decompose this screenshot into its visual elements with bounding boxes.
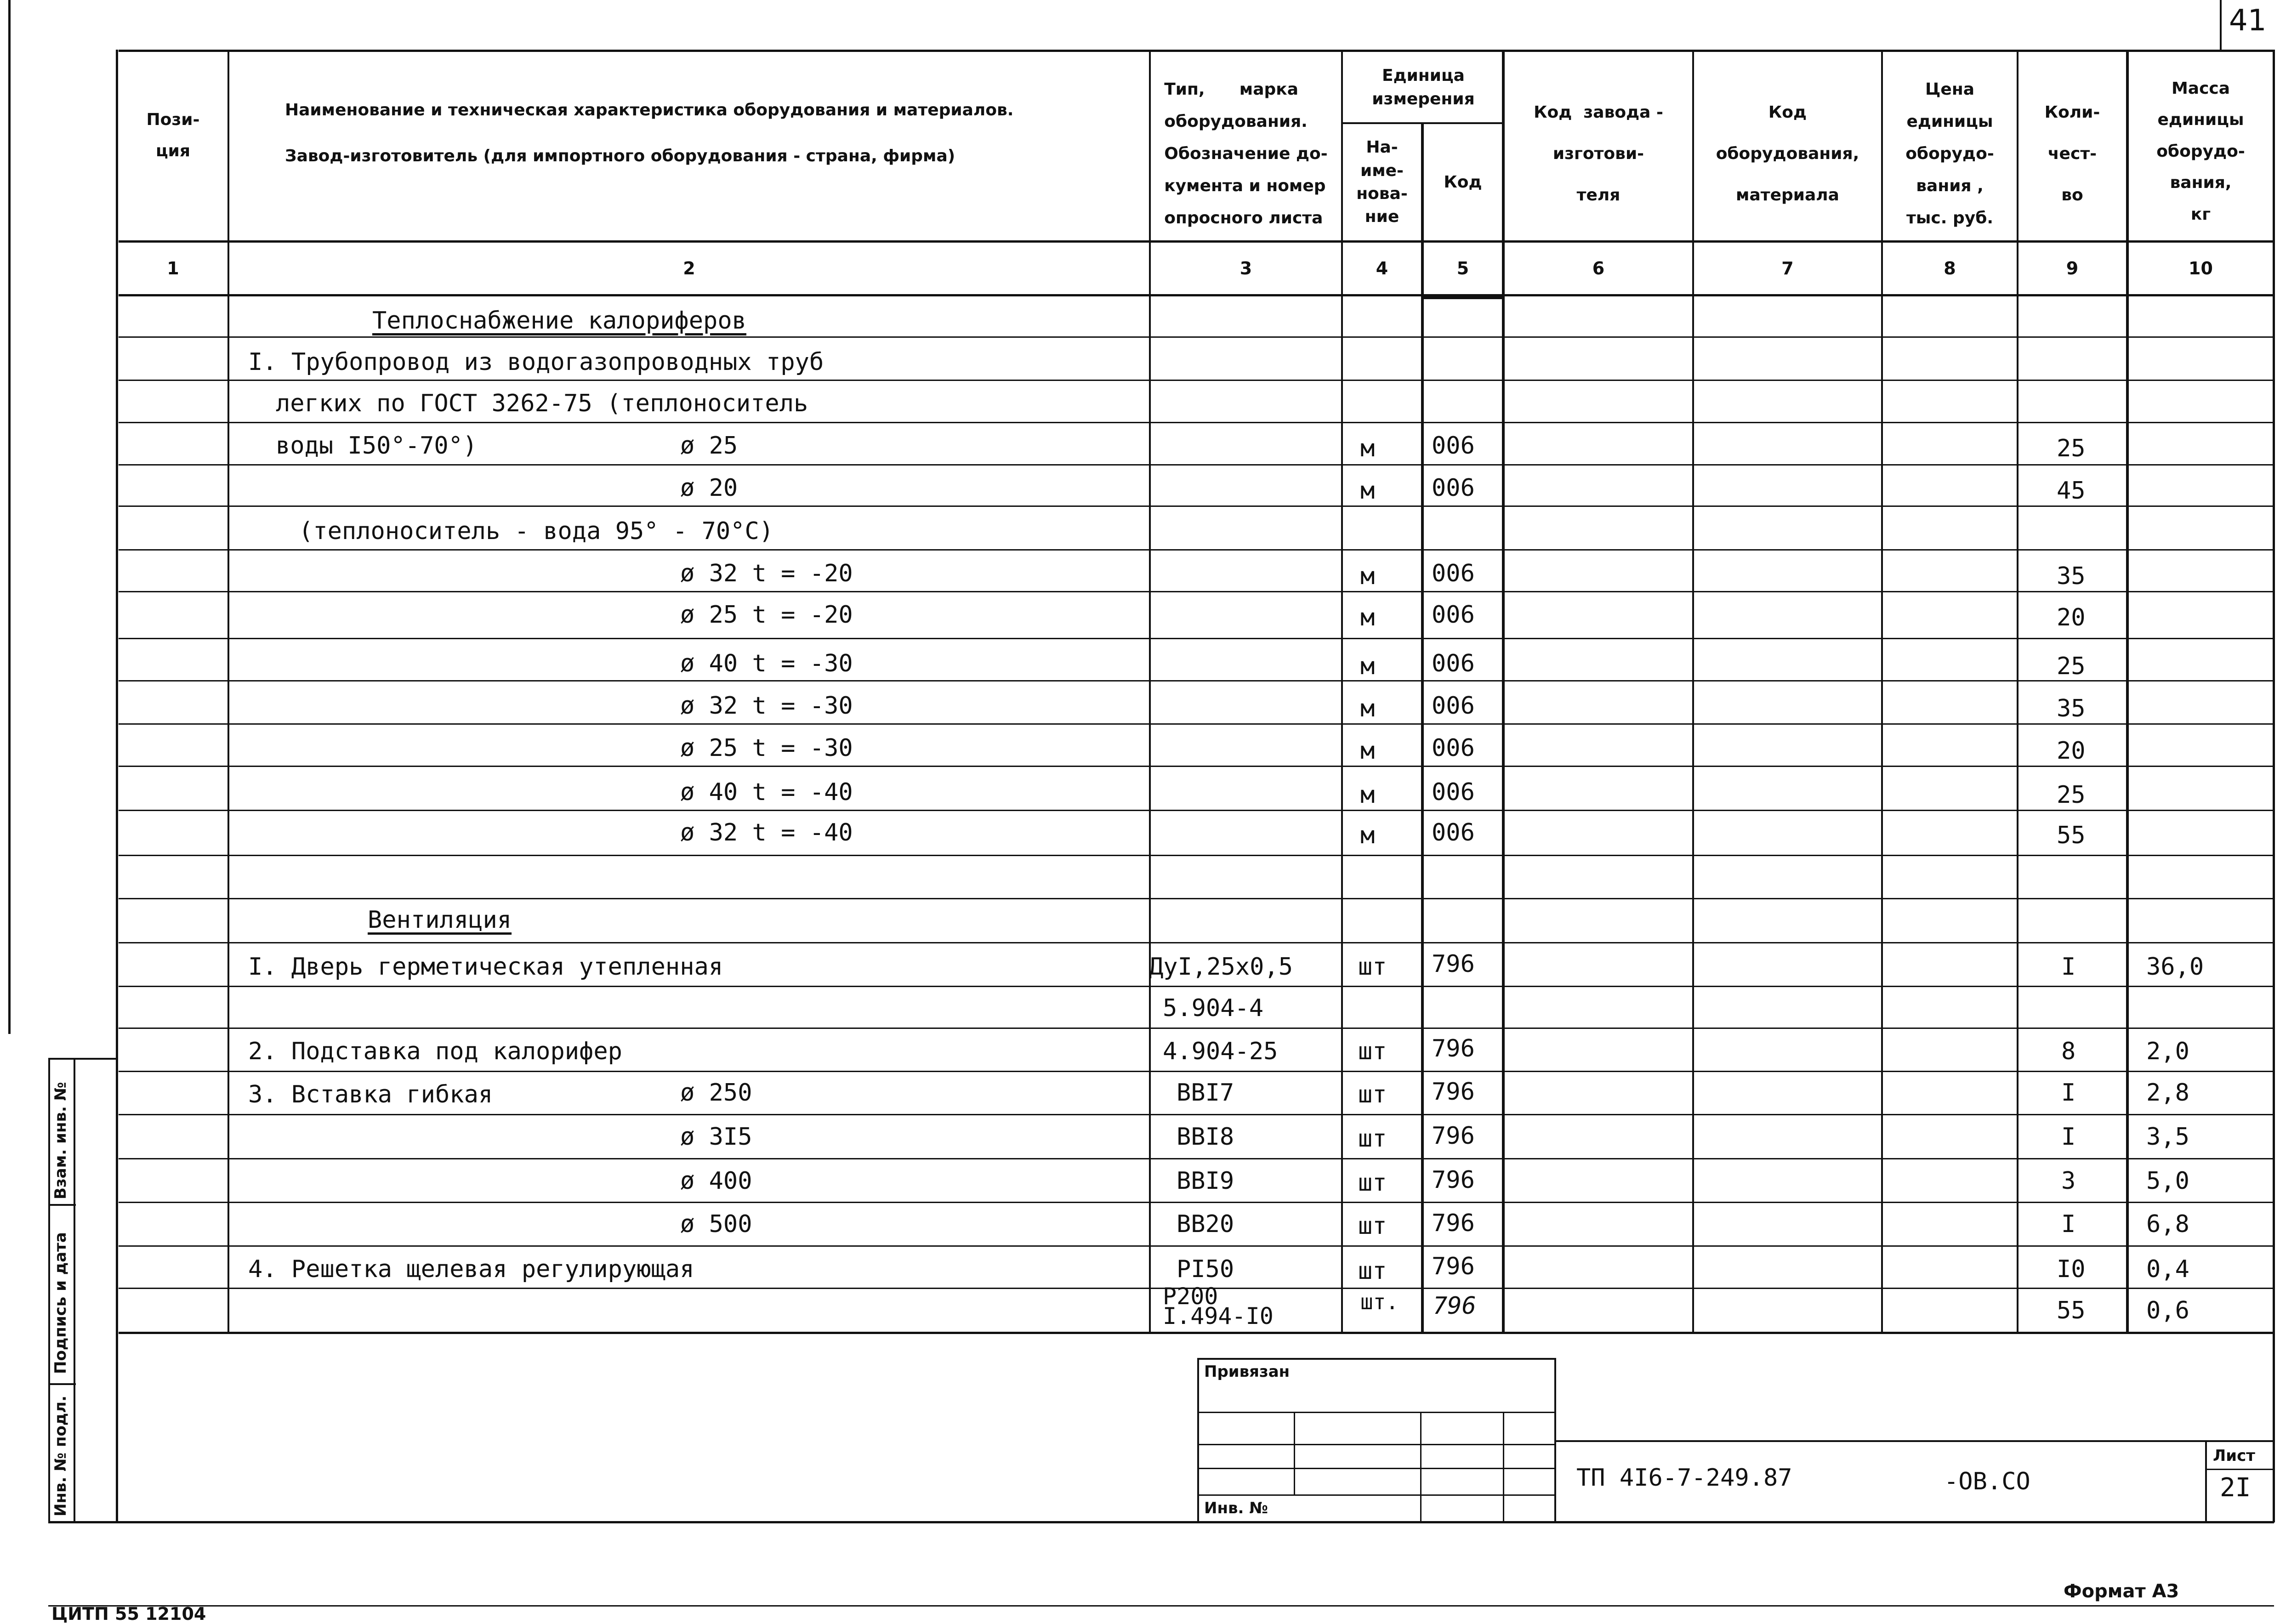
row-qty: 20 [2057,604,2086,631]
title-block-line [1420,1412,1421,1522]
row-spec: ø 20 [680,474,738,502]
code-column-top [1421,296,1504,299]
row-code: 796 [1432,1209,1475,1237]
row-spec: ø 400 [680,1167,752,1195]
page-number: 41 [2229,4,2267,38]
row-unit: м [1360,562,1375,590]
stamp-box-border [48,1058,50,1523]
header-name-line1: Наименование и техническая характеристика оборудования и материалов. [285,100,1014,119]
row-spec: ø 32 t = -20 [680,560,853,587]
row-mass: 2,0 [2146,1038,2189,1065]
page-left-border [116,50,118,1522]
row-unit: шт [1358,1081,1387,1108]
row-qty: 45 [2057,477,2086,505]
unit-subheader-line [1341,122,1504,124]
row-line [119,1071,2274,1072]
left-margin-line [8,0,11,1034]
row-qty: 25 [2057,653,2086,680]
document-suffix: -ОВ.СО [1944,1468,2030,1495]
row-line [119,336,2274,338]
row-mass: 5,0 [2146,1167,2189,1195]
column-number: 3 [1240,258,1252,278]
column-number: 7 [1781,258,1794,278]
row-unit: шт. [1360,1289,1399,1314]
inv-no-label: Инв. № [1204,1499,1268,1517]
row-type: ДуI,25х0,5 [1149,953,1293,981]
title-block-border [1197,1358,1556,1360]
row-mass: 2,8 [2146,1079,2189,1107]
stamp-signature-date: Подпись и дата [51,1232,70,1374]
row-spec: ø 250 [680,1079,752,1107]
row-spec: ø 32 t = -30 [680,692,853,720]
print-stamp: ЦИТП 55 12104 [51,1604,206,1624]
sheet-box-border [2205,1469,2274,1470]
sheet-box-border [2205,1440,2207,1522]
row-qty: I [2061,953,2076,981]
row-unit: м [1360,477,1375,505]
row-line [119,1114,2274,1115]
row-mass: 6,8 [2146,1210,2189,1238]
row-line [119,591,2274,592]
header-type: Тип, марка оборудования. Обозначение до- кумента и номер опросного листа [1164,79,1328,228]
title-block-line [1197,1468,1556,1469]
column-number: 1 [167,258,179,278]
row-type: РI50 [1177,1255,1234,1283]
title-block-line [1503,1412,1504,1522]
row-name: (теплоноситель - вода 95° - 70°С) [299,517,774,545]
row-type: ВВI9 [1177,1167,1234,1195]
row-unit: шт [1358,1169,1387,1197]
row-line [119,766,2274,767]
column-number: 8 [1944,258,1956,278]
corner-tab-left [2220,0,2222,51]
row-spec: ø 25 t = -20 [680,601,853,629]
row-code: 796 [1432,950,1475,978]
row-qty: 55 [2057,822,2086,849]
title-block-line [1197,1412,1556,1413]
column-number: 2 [683,258,695,278]
row-name: 3. Вставка гибкая [248,1081,493,1108]
row-line [119,810,2274,811]
row-code: 796 [1432,1166,1475,1194]
column-number: 4 [1376,258,1388,278]
row-qty: 35 [2057,695,2086,722]
row-line [119,549,2274,551]
row-code: 006 [1432,692,1475,720]
table-bottom-border [119,1332,2274,1334]
header-unit-code: Код [1444,172,1482,192]
row-unit: м [1360,435,1375,462]
row-name: I. Трубопровод из водогазопроводных труб [248,348,824,376]
row-code: 796 [1432,1122,1475,1150]
row-qty: I [2061,1123,2076,1151]
row-spec: ø 25 [680,432,738,460]
row-qty: I [2061,1079,2076,1107]
row-qty: 35 [2057,562,2086,590]
footer-line [48,1605,2274,1607]
header-factory-code: Код завода - изготови- теля [1534,103,1663,204]
sheet-number: 2I [2220,1473,2251,1503]
row-spec: ø 40 t = -30 [680,650,853,677]
row-unit: шт [1358,953,1387,981]
section-heading: Теплоснабжение калориферов [372,307,746,335]
row-code: 796 [1432,1253,1475,1280]
row-type: 4.904-25 [1163,1038,1278,1065]
privyazan-label: Привязан [1204,1363,1290,1381]
row-line [119,898,2274,899]
row-line [119,505,2274,507]
row-line [119,1245,2274,1247]
row-line [119,680,2274,681]
header-equipment-code: Код оборудования, материала [1716,103,1859,204]
row-mass: 36,0 [2146,953,2204,981]
row-mass: 0,4 [2146,1255,2189,1283]
header-unit-name: На- име- нова- ние [1356,138,1408,227]
row-unit: шт [1358,1038,1387,1065]
stamp-box-border [48,1383,76,1385]
row-code: 006 [1432,650,1475,677]
row-line [119,855,2274,856]
stamp-box-border [48,1204,76,1206]
table-top-border [119,50,2274,52]
row-spec: ø 32 t = -40 [680,819,853,846]
row-type: Р200 I.494-I0 [1163,1283,1274,1329]
stamp-box-border [48,1058,117,1060]
row-code: 006 [1432,432,1475,460]
row-name: легких по ГОСТ 3262-75 (теплоноситель [276,390,808,417]
row-code: 796 [1432,1078,1475,1106]
header-price: Цена единицы оборудо- вания , тыс. руб. [1905,79,1994,228]
row-line [119,1158,2274,1159]
row-code: 796 [1432,1035,1475,1062]
row-type: 5.904-4 [1163,994,1264,1022]
row-qty: 25 [2057,435,2086,462]
header-quantity: Коли- чест- во [2044,103,2100,204]
row-unit: шт [1358,1212,1387,1240]
page-bottom-border [48,1521,2274,1523]
title-block-line [1197,1494,1556,1496]
row-line [119,380,2274,381]
row-line [119,1202,2274,1203]
row-mass: 0,6 [2146,1297,2189,1324]
paper-format: Формат А3 [2064,1581,2179,1602]
row-type: ВВ20 [1177,1210,1234,1238]
title-block-line [1197,1444,1556,1445]
row-qty: 3 [2061,1167,2076,1195]
row-name: I. Дверь герметическая утепленная [248,953,723,981]
row-name: 2. Подставка под калорифер [248,1038,622,1065]
row-line [119,986,2274,987]
row-unit: шт [1358,1125,1387,1153]
row-line [119,723,2274,725]
header-mass: Масса единицы оборудо- вания, кг [2156,79,2245,224]
row-line [119,464,2274,466]
row-unit: м [1360,737,1375,765]
row-spec: ø 25 t = -30 [680,734,853,762]
title-block-line [1554,1440,2274,1442]
stamp-inv-original: Инв. № подл. [51,1395,70,1516]
row-code: 796 [1433,1292,1476,1320]
row-type: ВВI7 [1177,1079,1234,1107]
row-unit: м [1360,604,1375,631]
row-line [119,638,2274,639]
row-unit: м [1360,822,1375,849]
column-number: 6 [1592,258,1605,278]
stamp-replace-inv: Взам. инв. № [51,1082,70,1199]
row-qty: 8 [2061,1038,2076,1065]
row-unit: м [1360,781,1375,809]
row-qty: I0 [2057,1255,2086,1283]
row-code: 006 [1432,474,1475,502]
document-code: ТП 4I6-7-249.87 [1576,1464,1792,1492]
row-unit: шт [1358,1257,1387,1285]
row-mass: 3,5 [2146,1123,2189,1151]
header-position: Пози- ция [146,110,200,160]
row-unit: м [1360,695,1375,722]
row-unit: м [1360,653,1375,680]
row-type: ВВI8 [1177,1123,1234,1151]
page-right-border [2273,50,2275,1522]
header-unit: Единица измерения [1372,66,1475,108]
header-name-line2: Завод-изготовитель (для импортного оборудования - страна, фирма) [285,146,955,165]
col-divider [1421,123,1424,1334]
row-code: 006 [1432,734,1475,762]
row-name: воды I50°-70°) [276,432,478,460]
row-qty: 20 [2057,737,2086,765]
row-qty: 25 [2057,781,2086,809]
stamp-box-border [74,1058,75,1523]
row-name: 4. Решетка щелевая регулирующая [248,1255,694,1283]
row-spec: ø 40 t = -40 [680,778,853,806]
row-qty: 55 [2057,1297,2086,1324]
column-number: 10 [2189,258,2213,278]
row-spec: ø 3I5 [680,1123,752,1151]
title-block-line [1294,1412,1295,1494]
numbers-bottom-border [119,294,2274,296]
row-spec: ø 500 [680,1210,752,1238]
column-number: 5 [1456,258,1469,278]
row-code: 006 [1432,560,1475,587]
column-number: 9 [2066,258,2079,278]
row-code: 006 [1432,778,1475,806]
row-code: 006 [1432,819,1475,846]
title-block-border [1197,1358,1199,1522]
row-line [119,942,2274,943]
sheet-label: Лист [2213,1447,2255,1465]
row-line [119,422,2274,423]
row-code: 006 [1432,601,1475,629]
row-qty: I [2061,1210,2076,1238]
section-heading: Вентиляция [368,906,512,934]
row-line [119,1028,2274,1029]
